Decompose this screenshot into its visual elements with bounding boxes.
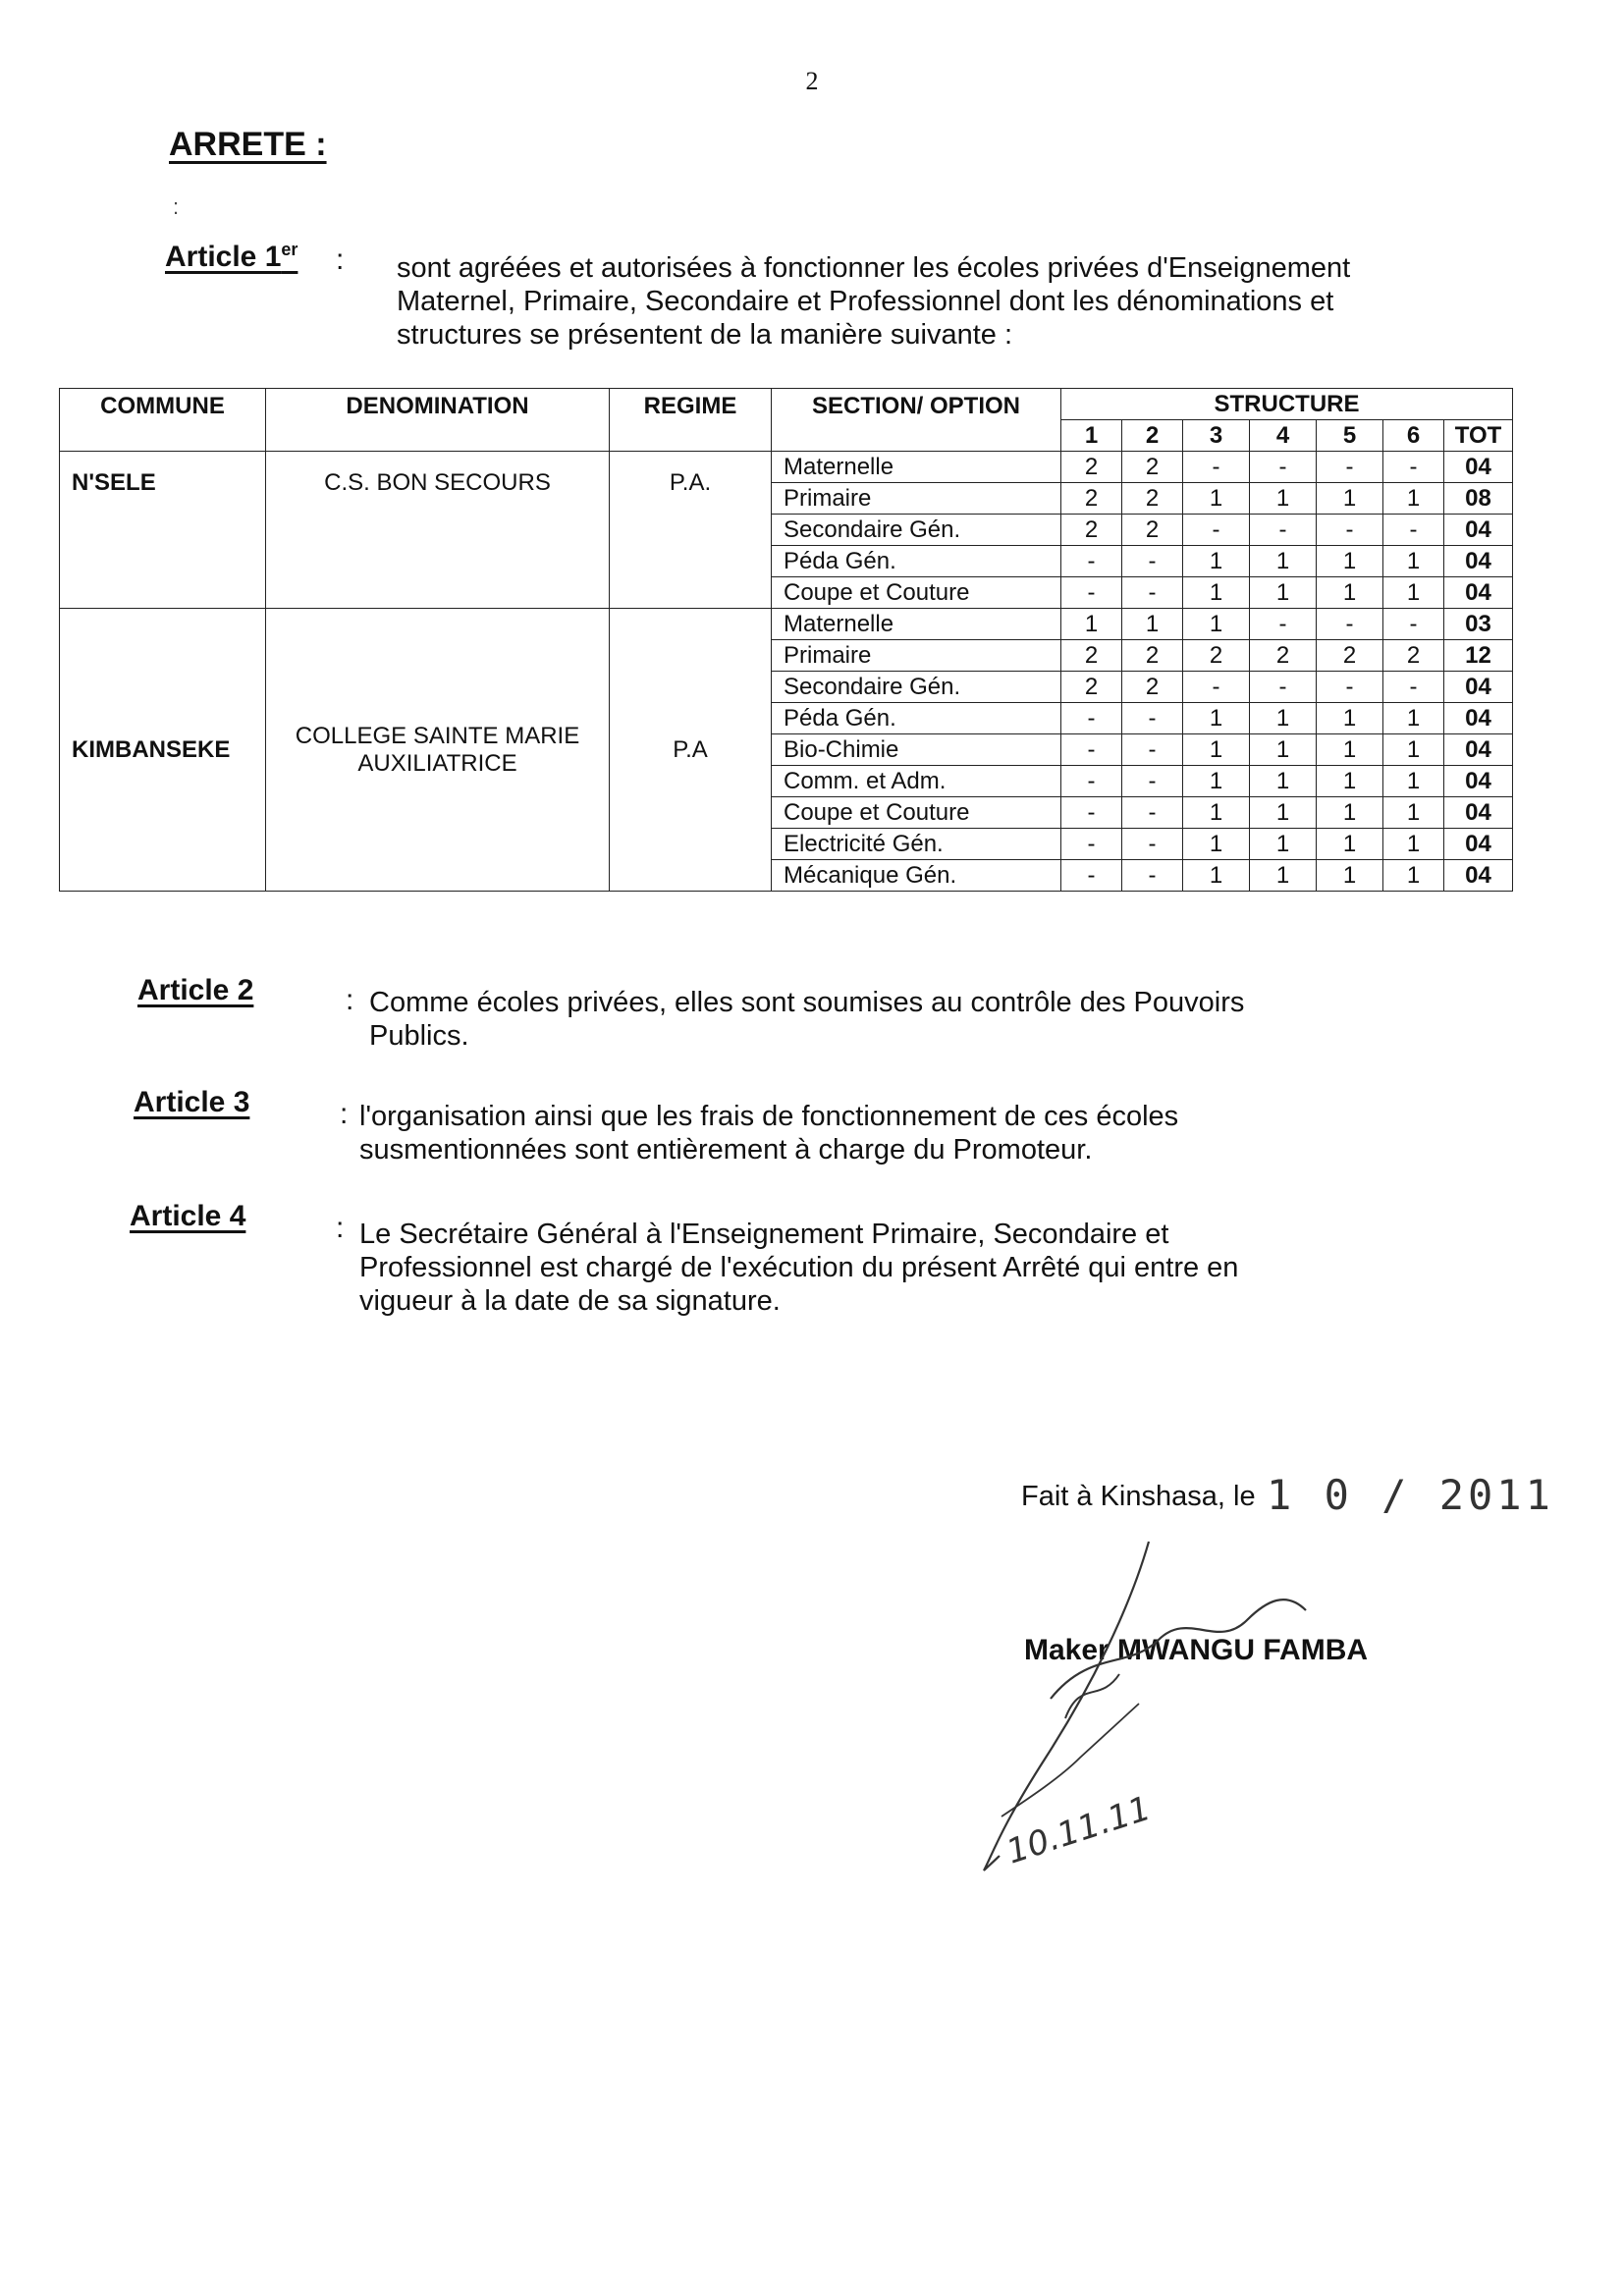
cell-section: Primaire: [772, 483, 1061, 515]
cell-level-4: 1: [1250, 577, 1317, 609]
cell-total: 04: [1444, 703, 1513, 734]
cell-level-1: -: [1061, 577, 1122, 609]
header-level: 1: [1061, 420, 1122, 452]
cell-section: Bio-Chimie: [772, 734, 1061, 766]
article1-line: sont agréées et autorisées à fonctionner les écoles privées d'Enseignement: [397, 252, 1351, 284]
cell-level-1: -: [1061, 546, 1122, 577]
cell-level-4: 1: [1250, 703, 1317, 734]
cell-total: 04: [1444, 860, 1513, 892]
cell-level-5: 1: [1317, 829, 1383, 860]
article4-text: [359, 1218, 1400, 1318]
cell-total: 12: [1444, 640, 1513, 672]
cell-total: 04: [1444, 546, 1513, 577]
article4-line: Le Secrétaire Général à l'Enseignement Primaire, Secondaire et: [359, 1219, 1169, 1250]
cell-level-5: -: [1317, 609, 1383, 640]
cell-level-6: 1: [1383, 734, 1444, 766]
article2-line: Comme écoles privées, elles sont soumises au contrôle des Pouvoirs: [369, 987, 1245, 1018]
cell-level-6: 1: [1383, 546, 1444, 577]
cell-level-4: -: [1250, 609, 1317, 640]
article2-text: [369, 986, 1410, 1053]
cell-total: 03: [1444, 609, 1513, 640]
cell-level-4: 1: [1250, 829, 1317, 860]
cell-level-4: 2: [1250, 640, 1317, 672]
cell-level-3: 1: [1183, 546, 1250, 577]
cell-level-3: -: [1183, 515, 1250, 546]
cell-section: Primaire: [772, 640, 1061, 672]
cell-section: Maternelle: [772, 609, 1061, 640]
cell-level-5: 1: [1317, 483, 1383, 515]
cell-level-6: -: [1383, 672, 1444, 703]
cell-level-5: -: [1317, 515, 1383, 546]
signature-date-note: 10.11.11: [1001, 1788, 1156, 1872]
cell-level-5: 2: [1317, 640, 1383, 672]
cell-level-5: 1: [1317, 797, 1383, 829]
cell-level-2: -: [1122, 734, 1183, 766]
cell-level-2: -: [1122, 577, 1183, 609]
cell-level-4: 1: [1250, 766, 1317, 797]
signatory-name: Maker MWANGU FAMBA: [1024, 1634, 1369, 1666]
cell-total: 04: [1444, 672, 1513, 703]
article2-label: Article 2: [137, 974, 254, 1006]
cell-level-5: 1: [1317, 703, 1383, 734]
header-commune: COMMUNE: [60, 389, 266, 452]
cell-section: Coupe et Couture: [772, 577, 1061, 609]
header-level: 4: [1250, 420, 1317, 452]
cell-level-1: 1: [1061, 609, 1122, 640]
cell-level-5: -: [1317, 672, 1383, 703]
cell-level-3: -: [1183, 672, 1250, 703]
cell-level-6: 1: [1383, 860, 1444, 892]
cell-level-2: 2: [1122, 483, 1183, 515]
cell-level-3: 1: [1183, 860, 1250, 892]
header-section: SECTION/ OPTION: [772, 389, 1061, 452]
cell-level-6: 1: [1383, 483, 1444, 515]
cell-level-3: 1: [1183, 577, 1250, 609]
article4-line: Professionnel est chargé de l'exécution du présent Arrêté qui entre en: [359, 1252, 1239, 1283]
cell-section: Secondaire Gén.: [772, 672, 1061, 703]
cell-total: 04: [1444, 452, 1513, 483]
cell-level-1: 2: [1061, 515, 1122, 546]
cell-level-4: -: [1250, 515, 1317, 546]
article1-text: [397, 251, 1452, 352]
cell-total: 04: [1444, 797, 1513, 829]
article1-line: Maternel, Primaire, Secondaire et Professionnel dont les dénominations et: [397, 286, 1334, 317]
cell-level-1: 2: [1061, 672, 1122, 703]
decree-heading: ARRETE :: [169, 126, 327, 163]
table-body: [60, 452, 1513, 892]
cell-level-4: 1: [1250, 860, 1317, 892]
cell-level-2: 1: [1122, 609, 1183, 640]
cell-level-6: -: [1383, 515, 1444, 546]
cell-level-1: -: [1061, 766, 1122, 797]
article1-label-text: Article 1: [165, 241, 282, 273]
cell-level-5: 1: [1317, 734, 1383, 766]
cell-section: Mécanique Gén.: [772, 860, 1061, 892]
cell-level-3: 1: [1183, 797, 1250, 829]
cell-denomination: COLLEGE SAINTE MARIE AUXILIATRICE: [266, 609, 610, 892]
cell-level-4: -: [1250, 672, 1317, 703]
article2-colon: :: [346, 984, 354, 1016]
handwritten-date: 1 0 / 2011: [1267, 1471, 1554, 1519]
cell-level-4: 1: [1250, 483, 1317, 515]
cell-level-3: 1: [1183, 609, 1250, 640]
table-row: [60, 609, 1513, 640]
cell-level-2: -: [1122, 766, 1183, 797]
table-header-row: [60, 389, 1513, 420]
cell-level-3: 1: [1183, 483, 1250, 515]
cell-level-1: 2: [1061, 452, 1122, 483]
cell-level-6: 2: [1383, 640, 1444, 672]
cell-section: Secondaire Gén.: [772, 515, 1061, 546]
article1-label-sup: er: [281, 240, 298, 259]
cell-level-2: 2: [1122, 515, 1183, 546]
article4-colon: :: [336, 1212, 345, 1244]
article2-line: Publics.: [369, 1020, 469, 1052]
cell-level-3: 2: [1183, 640, 1250, 672]
cell-level-3: 1: [1183, 766, 1250, 797]
cell-level-1: -: [1061, 734, 1122, 766]
cell-level-4: 1: [1250, 797, 1317, 829]
article4-label: Article 4: [130, 1200, 246, 1232]
cell-section: Péda Gén.: [772, 703, 1061, 734]
cell-level-5: 1: [1317, 766, 1383, 797]
cell-total: 04: [1444, 734, 1513, 766]
article1-line: structures se présentent de la manière suivante :: [397, 319, 1013, 351]
header-level: 6: [1383, 420, 1444, 452]
cell-level-1: -: [1061, 703, 1122, 734]
article1-label: [165, 240, 298, 274]
cell-total: 04: [1444, 829, 1513, 860]
cell-section: Coupe et Couture: [772, 797, 1061, 829]
cell-level-6: 1: [1383, 766, 1444, 797]
cell-level-1: -: [1061, 860, 1122, 892]
header-level: 3: [1183, 420, 1250, 452]
page-number: 2: [805, 67, 819, 95]
cell-level-2: -: [1122, 860, 1183, 892]
header-denomination: DENOMINATION: [266, 389, 610, 452]
cell-level-6: 1: [1383, 703, 1444, 734]
cell-level-4: 1: [1250, 546, 1317, 577]
article3-text: [359, 1100, 1341, 1166]
cell-level-3: 1: [1183, 734, 1250, 766]
cell-total: 04: [1444, 577, 1513, 609]
cell-level-6: 1: [1383, 577, 1444, 609]
article4-line: vigueur à la date de sa signature.: [359, 1285, 781, 1317]
cell-total: 04: [1444, 515, 1513, 546]
cell-level-5: 1: [1317, 577, 1383, 609]
cell-level-1: 2: [1061, 640, 1122, 672]
cell-regime: P.A: [610, 609, 772, 892]
cell-level-2: 2: [1122, 672, 1183, 703]
cell-denomination: C.S. BON SECOURS: [266, 452, 610, 609]
cell-level-2: -: [1122, 546, 1183, 577]
cell-level-1: -: [1061, 829, 1122, 860]
header-level: 2: [1122, 420, 1183, 452]
cell-level-5: 1: [1317, 546, 1383, 577]
place-date-line: Fait à Kinshasa, le: [1021, 1481, 1256, 1512]
article3-line: susmentionnées sont entièrement à charge du Promoteur.: [359, 1134, 1093, 1166]
cell-level-2: 2: [1122, 452, 1183, 483]
cell-level-5: 1: [1317, 860, 1383, 892]
cell-level-3: -: [1183, 452, 1250, 483]
schools-structure-table: [59, 388, 1513, 892]
article3-line: l'organisation ainsi que les frais de fonctionnement de ces écoles: [359, 1101, 1179, 1132]
cell-total: 04: [1444, 766, 1513, 797]
cell-commune: N'SELE: [60, 452, 266, 609]
stray-mark: :: [173, 194, 180, 219]
table-row: [60, 452, 1513, 483]
cell-level-4: 1: [1250, 734, 1317, 766]
cell-level-2: 2: [1122, 640, 1183, 672]
cell-section: Maternelle: [772, 452, 1061, 483]
cell-section: Electricité Gén.: [772, 829, 1061, 860]
cell-level-6: 1: [1383, 829, 1444, 860]
article3-colon: :: [340, 1098, 349, 1130]
cell-section: Comm. et Adm.: [772, 766, 1061, 797]
cell-level-3: 1: [1183, 703, 1250, 734]
article3-label: Article 3: [134, 1086, 250, 1118]
cell-regime: P.A.: [610, 452, 772, 609]
cell-total: 08: [1444, 483, 1513, 515]
header-structure: STRUCTURE: [1061, 389, 1513, 420]
cell-level-2: -: [1122, 703, 1183, 734]
cell-level-6: -: [1383, 609, 1444, 640]
cell-commune: KIMBANSEKE: [60, 609, 266, 892]
handwritten-signature: [972, 1532, 1424, 1895]
cell-level-6: 1: [1383, 797, 1444, 829]
cell-section: Péda Gén.: [772, 546, 1061, 577]
cell-level-4: -: [1250, 452, 1317, 483]
cell-level-5: -: [1317, 452, 1383, 483]
article1-colon: :: [336, 244, 345, 276]
cell-level-1: 2: [1061, 483, 1122, 515]
cell-level-2: -: [1122, 797, 1183, 829]
header-regime: REGIME: [610, 389, 772, 452]
cell-level-1: -: [1061, 797, 1122, 829]
header-total: TOT: [1444, 420, 1513, 452]
header-level: 5: [1317, 420, 1383, 452]
cell-level-2: -: [1122, 829, 1183, 860]
cell-level-6: -: [1383, 452, 1444, 483]
cell-level-3: 1: [1183, 829, 1250, 860]
